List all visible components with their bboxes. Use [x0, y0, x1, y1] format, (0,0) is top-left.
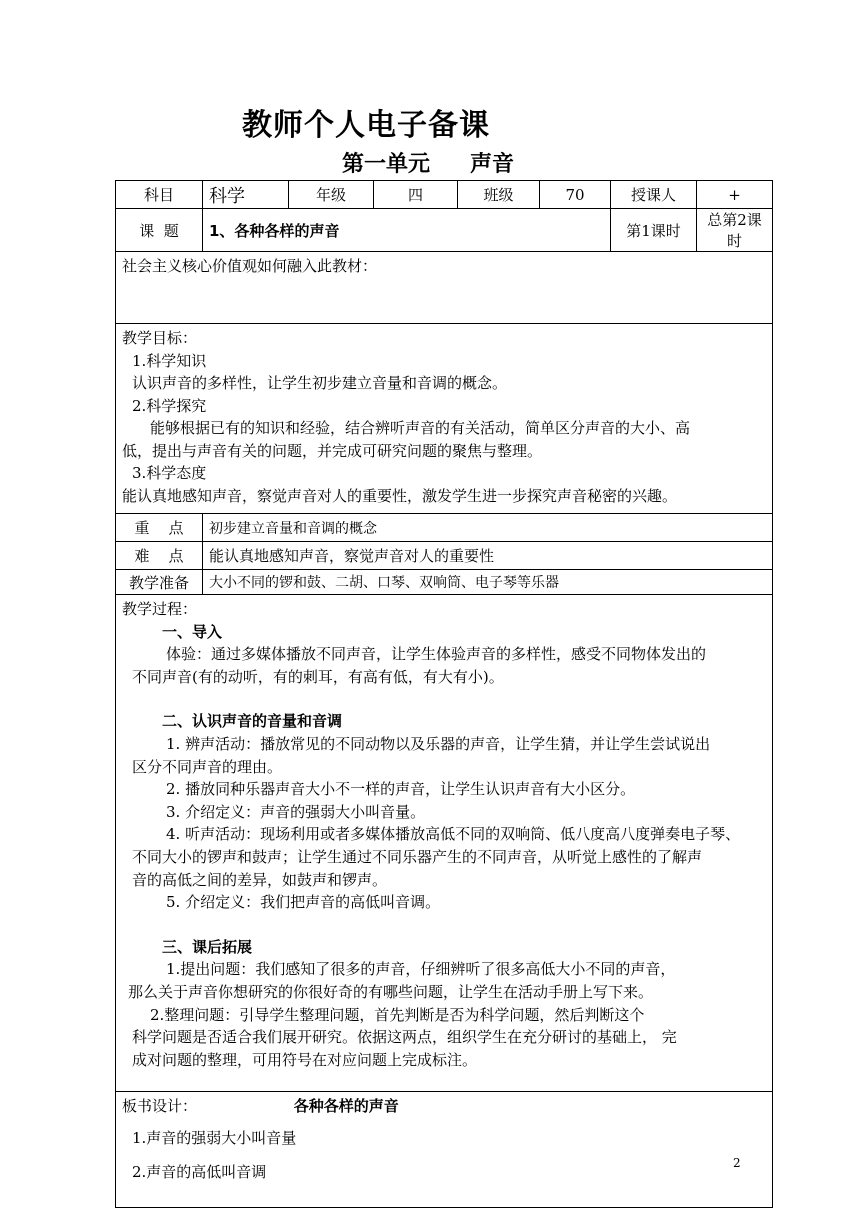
- process-line: 5. 介绍定义：我们把声音的高低叫音调。: [166, 893, 441, 912]
- difficulty-label: 难 点: [116, 542, 203, 570]
- unit-name: 第一单元: [342, 152, 431, 177]
- objective-line: 1.科学知识: [132, 351, 207, 370]
- info-row: [116, 181, 773, 209]
- process-line: 成对问题的整理，可用符号在对应问题上完成标注。: [132, 1050, 478, 1069]
- section-title: 一、导入: [162, 622, 223, 641]
- difficulty-value: 能认真地感知声音，察觉声音对人的重要性: [203, 542, 773, 570]
- process-line: 2.整理问题：引导学生整理问题，首先判断是否为科学问题，然后判断这个: [150, 1005, 645, 1024]
- difficulty-row: [116, 542, 773, 570]
- process-line: 不同声音(有的动听，有的刺耳，有高有低，有大有小)。: [132, 667, 504, 686]
- topic-value: 1、各种各样的声音: [203, 209, 611, 252]
- period-value: 第1课时: [611, 209, 697, 252]
- objectives-label: 教学目标：: [122, 329, 198, 347]
- process-line: 科学问题是否适合我们展开研究。依据这两点，组织学生在充分研讨的基础上， 完: [132, 1028, 677, 1047]
- objective-line: 2.科学探究: [132, 396, 207, 415]
- key-point-label: 重 点: [116, 514, 203, 542]
- section-title: 三、课后拓展: [162, 937, 253, 956]
- lesson-row: [116, 209, 773, 252]
- teacher-label: 授课人: [611, 181, 697, 209]
- objectives-row: [116, 324, 773, 514]
- board-line: 2.声音的高低叫音调: [132, 1163, 267, 1181]
- class-value: 70: [540, 181, 611, 209]
- subject-value: 科学: [203, 181, 289, 209]
- key-point-row: [116, 514, 773, 542]
- process-line: 不同大小的锣声和鼓声；让学生通过不同乐器产生的不同声音，从听觉上感性的了解声: [132, 847, 703, 866]
- preparation-row: [116, 570, 773, 595]
- objective-line: 能认真地感知声音，察觉声音对人的重要性，激发学生进一步探究声音秘密的兴趣。: [122, 486, 678, 505]
- process-line: 2. 播放同种乐器声音大小不一样的声音，让学生认识声音有大小区分。: [166, 780, 636, 799]
- board-label: 板书设计：: [122, 1097, 198, 1115]
- process-line: 音的高低之间的差异，如鼓声和锣声。: [132, 870, 388, 889]
- board-title: 各种各样的声音: [293, 1097, 399, 1115]
- topic-label: 课 题: [116, 209, 203, 252]
- objectives-cell: [116, 324, 773, 514]
- process-line: 4. 听声活动：现场利用或者多媒体播放高低不同的双响筒、低八度高八度弹奏电子琴、: [166, 825, 741, 844]
- unit-topic: 声音: [470, 152, 515, 177]
- objective-line: 能够根据已有的知识和经验，结合辨听声音的有关活动，简单区分声音的大小、高: [150, 419, 691, 437]
- board-cell: [116, 1092, 773, 1208]
- board-header: [122, 1095, 766, 1117]
- page-number: 2: [733, 1156, 741, 1170]
- process-label: 教学过程：: [122, 600, 198, 618]
- grade-value: 四: [374, 181, 458, 209]
- section-title: 二、认识声音的音量和音调: [162, 712, 343, 731]
- objective-line: 3.科学态度: [132, 464, 207, 482]
- process-line: 那么关于声音你想研究的你很好奇的有哪些问题，让学生在活动手册上写下来。: [128, 982, 654, 1001]
- teacher-value: +: [697, 181, 773, 209]
- core-values-label: 社会主义核心价值观如何融入此教材：: [116, 252, 773, 324]
- key-point-value: 初步建立音量和音调的概念: [203, 514, 773, 542]
- process-line: 体验：通过多媒体播放不同声音，让学生体验声音的多样性，感受不同物体发出的: [166, 645, 707, 664]
- process-line: 1. 辨声活动：播放常见的不同动物以及乐器的声音，让学生猜，并让学生尝试说出: [166, 734, 711, 753]
- board-line: 1.声音的强弱大小叫音量: [132, 1129, 297, 1147]
- process-line: 3. 介绍定义：声音的强弱大小叫音量。: [166, 802, 426, 821]
- objective-line: 低，提出与声音有关的问题，并完成可研究问题的聚焦与整理。: [122, 441, 543, 460]
- class-label: 班级: [458, 181, 540, 209]
- subject-label: 科目: [116, 181, 203, 209]
- preparation-value: 大小不同的锣和鼓、二胡、口琴、双响筒、电子琴等乐器: [203, 570, 773, 595]
- document-title: 教师个人电子备课: [242, 108, 490, 143]
- preparation-label: 教学准备: [116, 570, 203, 595]
- objective-line: 认识声音的多样性，让学生初步建立音量和音调的概念。: [132, 374, 508, 392]
- process-line: 区分不同声音的理由。: [132, 757, 283, 776]
- core-values-row: [116, 252, 773, 324]
- lesson-plan-table: [115, 180, 773, 1208]
- grade-label: 年级: [289, 181, 374, 209]
- board-row: [116, 1092, 773, 1208]
- process-row: [116, 595, 773, 1092]
- process-cell: [116, 595, 773, 1092]
- total-period-value: 总第2课时: [697, 209, 773, 252]
- unit-heading: [342, 147, 514, 178]
- process-line: 1.提出问题：我们感知了很多的声音，仔细辨听了很多高低大小不同的声音，: [166, 960, 676, 979]
